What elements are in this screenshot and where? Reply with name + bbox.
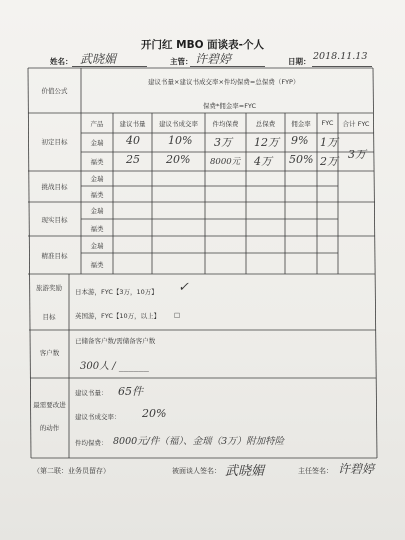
product-jinrui: 金瑞 — [90, 139, 104, 147]
name-handwritten: 武晓媚 — [80, 52, 117, 66]
proposal-count-label: 建议书量： — [75, 389, 108, 397]
product-fulei: 福类 — [90, 158, 104, 166]
section-label-precise-goal: 精准目标 — [41, 252, 68, 260]
avg-premium-handwritten: 8000元/件（福）、金瑞（3万）附加特险 — [113, 436, 285, 447]
clients-label: 客户数 — [39, 349, 60, 357]
section-label-realistic-goal: 现实目标 — [41, 216, 68, 224]
product-jinrui: 金瑞 — [90, 242, 104, 250]
cell-fulei-total-premium: 4万 — [254, 155, 272, 168]
section-label-initial-goal: 初定目标 — [41, 138, 68, 146]
avg-premium-label: 件均保费： — [75, 439, 108, 447]
travel-reward-goal-label: 目标 — [42, 313, 56, 321]
travel-option-uk: 英国游，FYC【10万，以上】 — [75, 312, 161, 320]
section-label-challenge-goal: 挑战目标 — [41, 183, 68, 191]
close-rate-label: 建议书成交率： — [75, 413, 121, 421]
interviewee-signature: 武晓媚 — [225, 464, 265, 479]
col-header-close-rate: 建议书成交率 — [159, 120, 198, 128]
col-header-proposals: 建议书量 — [119, 120, 146, 128]
close-rate-handwritten: 20% — [142, 407, 167, 420]
interviewee-sign-label: 被面谈人签名： — [172, 467, 221, 475]
name-label: 姓名： — [50, 57, 73, 66]
product-fulei: 福类 — [90, 225, 104, 233]
value-formula-line1: 建议书量×建议书成交率×件均保费=总保费（FYP） — [148, 78, 300, 86]
cell-jinrui-avg-premium: 3万 — [214, 136, 232, 149]
clients-description: 已储备客户数/需储备客户数 — [75, 337, 156, 345]
cell-jinrui-fyc: 1万 — [320, 136, 338, 149]
cell-fulei-proposals: 25 — [126, 153, 140, 166]
proposal-count-handwritten: 65件 — [118, 385, 143, 398]
cell-jinrui-close-rate: 10% — [168, 134, 193, 147]
cell-fulei-close-rate: 20% — [166, 153, 191, 166]
checkbox-icon: □ — [174, 311, 181, 319]
cell-fulei-fyc: 2万 — [320, 155, 338, 168]
cell-total-fyc: 3万 — [348, 148, 366, 161]
product-jinrui: 金瑞 — [90, 175, 104, 183]
col-header-fyc: FYC — [321, 119, 334, 127]
date-handwritten: 2018.11.13 — [313, 51, 368, 62]
cell-jinrui-commission: 9% — [291, 134, 309, 147]
date-label: 日期： — [288, 57, 311, 66]
col-header-commission: 佣金率 — [291, 120, 311, 128]
copy-note: （第二联：业务员留存） — [33, 467, 110, 475]
check-mark-icon: ✓ — [178, 280, 189, 295]
supervisor-sign-label: 主任签名： — [298, 467, 333, 475]
col-header-total-premium: 总保费 — [255, 120, 276, 128]
col-header-product: 产品 — [90, 120, 104, 128]
actions-label-line1: 最需要改进 — [33, 401, 66, 409]
cell-jinrui-proposals: 40 — [126, 134, 140, 147]
supervisor-label: 主管： — [170, 57, 193, 66]
cell-fulei-commission: 50% — [289, 153, 314, 166]
form-title: 开门红 MBO 面谈表-个人 — [140, 39, 265, 51]
product-jinrui: 金瑞 — [90, 207, 104, 215]
supervisor-signature: 许碧婷 — [338, 462, 375, 476]
cell-fulei-avg-premium: 8000元 — [210, 157, 241, 167]
supervisor-handwritten: 许碧婷 — [195, 52, 232, 66]
travel-option-japan: 日本游，FYC【3万，10万】 — [75, 288, 158, 296]
col-header-avg-premium: 件均保费 — [212, 120, 239, 128]
clients-handwritten: 300人 / ______ — [80, 361, 149, 372]
cell-jinrui-total-premium: 12万 — [254, 136, 279, 149]
col-header-total-fyc: 合计 FYC — [342, 120, 370, 128]
product-fulei: 福类 — [90, 191, 104, 199]
value-formula-label: 价值公式 — [41, 87, 68, 95]
actions-label-line2: 的动作 — [39, 424, 60, 432]
travel-reward-label: 旅游奖励 — [36, 284, 62, 292]
value-formula-line2: 保费*佣金率=FYC — [203, 102, 257, 110]
product-fulei: 福类 — [90, 261, 104, 269]
